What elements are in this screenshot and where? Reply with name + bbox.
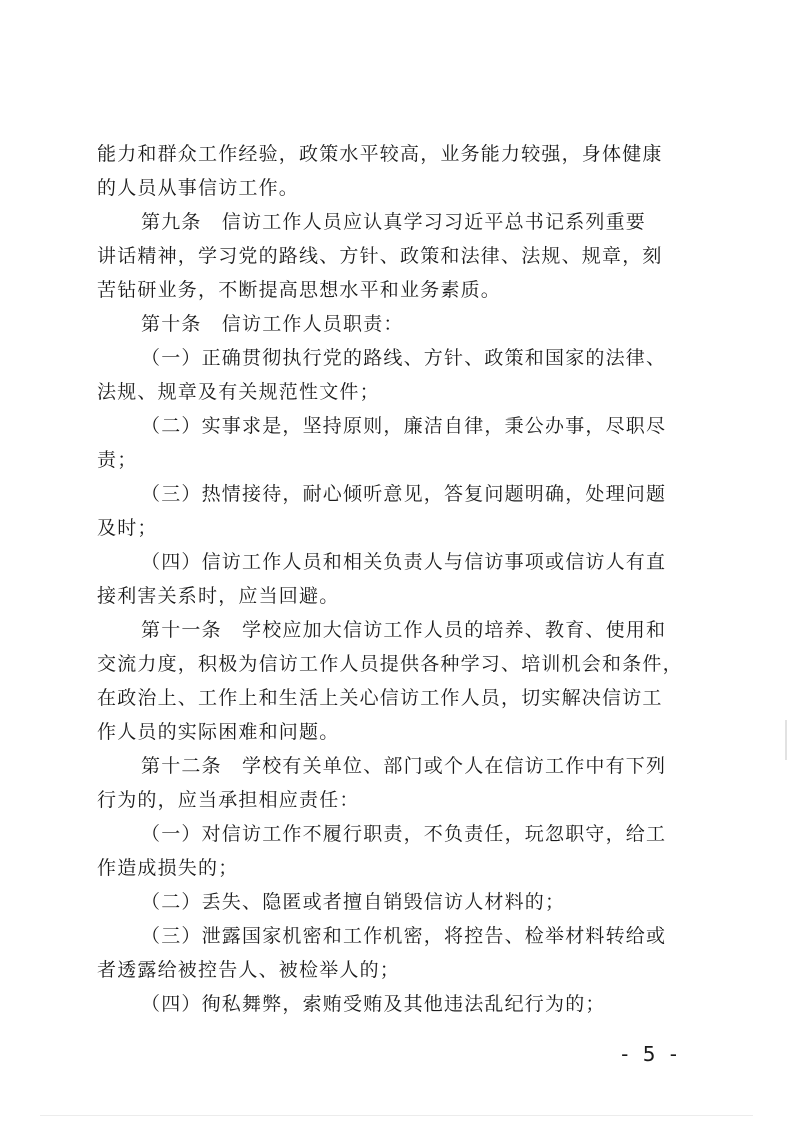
text-line: （二）实事求是，坚持原则，廉洁自律，秉公办事，尽职尽 — [141, 415, 667, 437]
page-number: - 5 - — [621, 1042, 681, 1066]
text-line: （四）信访工作人员和相关负责人与信访事项或信访人有直 — [141, 551, 667, 573]
text-line: 第十条 信访工作人员职责： — [141, 313, 404, 335]
text-line: （三）热情接待，耐心倾听意见，答复问题明确，处理问题 — [141, 483, 667, 505]
scan-artifact — [785, 720, 787, 760]
text-line: 第十二条 学校有关单位、部门或个人在信访工作中有下列 — [141, 755, 667, 777]
text-line: 苦钻研业务，不断提高思想水平和业务素质。 — [97, 279, 502, 301]
text-line: 第九条 信访工作人员应认真学习习近平总书记系列重要 — [141, 211, 647, 233]
text-line: 在政治上、工作上和生活上关心信访工作人员，切实解决信访工 — [97, 687, 663, 709]
scan-artifact — [40, 1115, 753, 1116]
text-line: 行为的，应当承担相应责任： — [97, 789, 360, 811]
text-line: 责； — [97, 449, 138, 471]
text-line: 作人员的实际困难和问题。 — [97, 721, 340, 743]
text-line: 第十一条 学校应加大信访工作人员的培养、教育、使用和 — [141, 619, 667, 641]
text-line: （一）对信访工作不履行职责，不负责任，玩忽职守，给工 — [141, 823, 667, 845]
text-line: 者透露给被控告人、被检举人的； — [97, 959, 401, 981]
text-line: 讲话精神，学习党的路线、方针、政策和法律、法规、规章，刻 — [97, 245, 663, 267]
text-line: 及时； — [97, 517, 158, 539]
text-line: 能力和群众工作经验，政策水平较高，业务能力较强，身体健康 — [97, 143, 663, 165]
text-line: 交流力度，积极为信访工作人员提供各种学习、培训机会和条件， — [97, 653, 683, 675]
text-line: （三）泄露国家机密和工作机密，将控告、检举材料转给或 — [141, 925, 667, 947]
text-line: 法规、规章及有关规范性文件； — [97, 381, 380, 403]
text-line: （一）正确贯彻执行党的路线、方针、政策和国家的法律、 — [141, 347, 667, 369]
text-line: （二）丢失、隐匿或者擅自销毁信访人材料的； — [141, 891, 566, 913]
body-text — [97, 137, 687, 1021]
text-line: 的人员从事信访工作。 — [97, 177, 300, 199]
text-line: 作造成损失的； — [97, 857, 239, 879]
text-line: 接利害关系时，应当回避。 — [97, 585, 340, 607]
text-line: （四）徇私舞弊，索贿受贿及其他违法乱纪行为的； — [141, 993, 606, 1015]
